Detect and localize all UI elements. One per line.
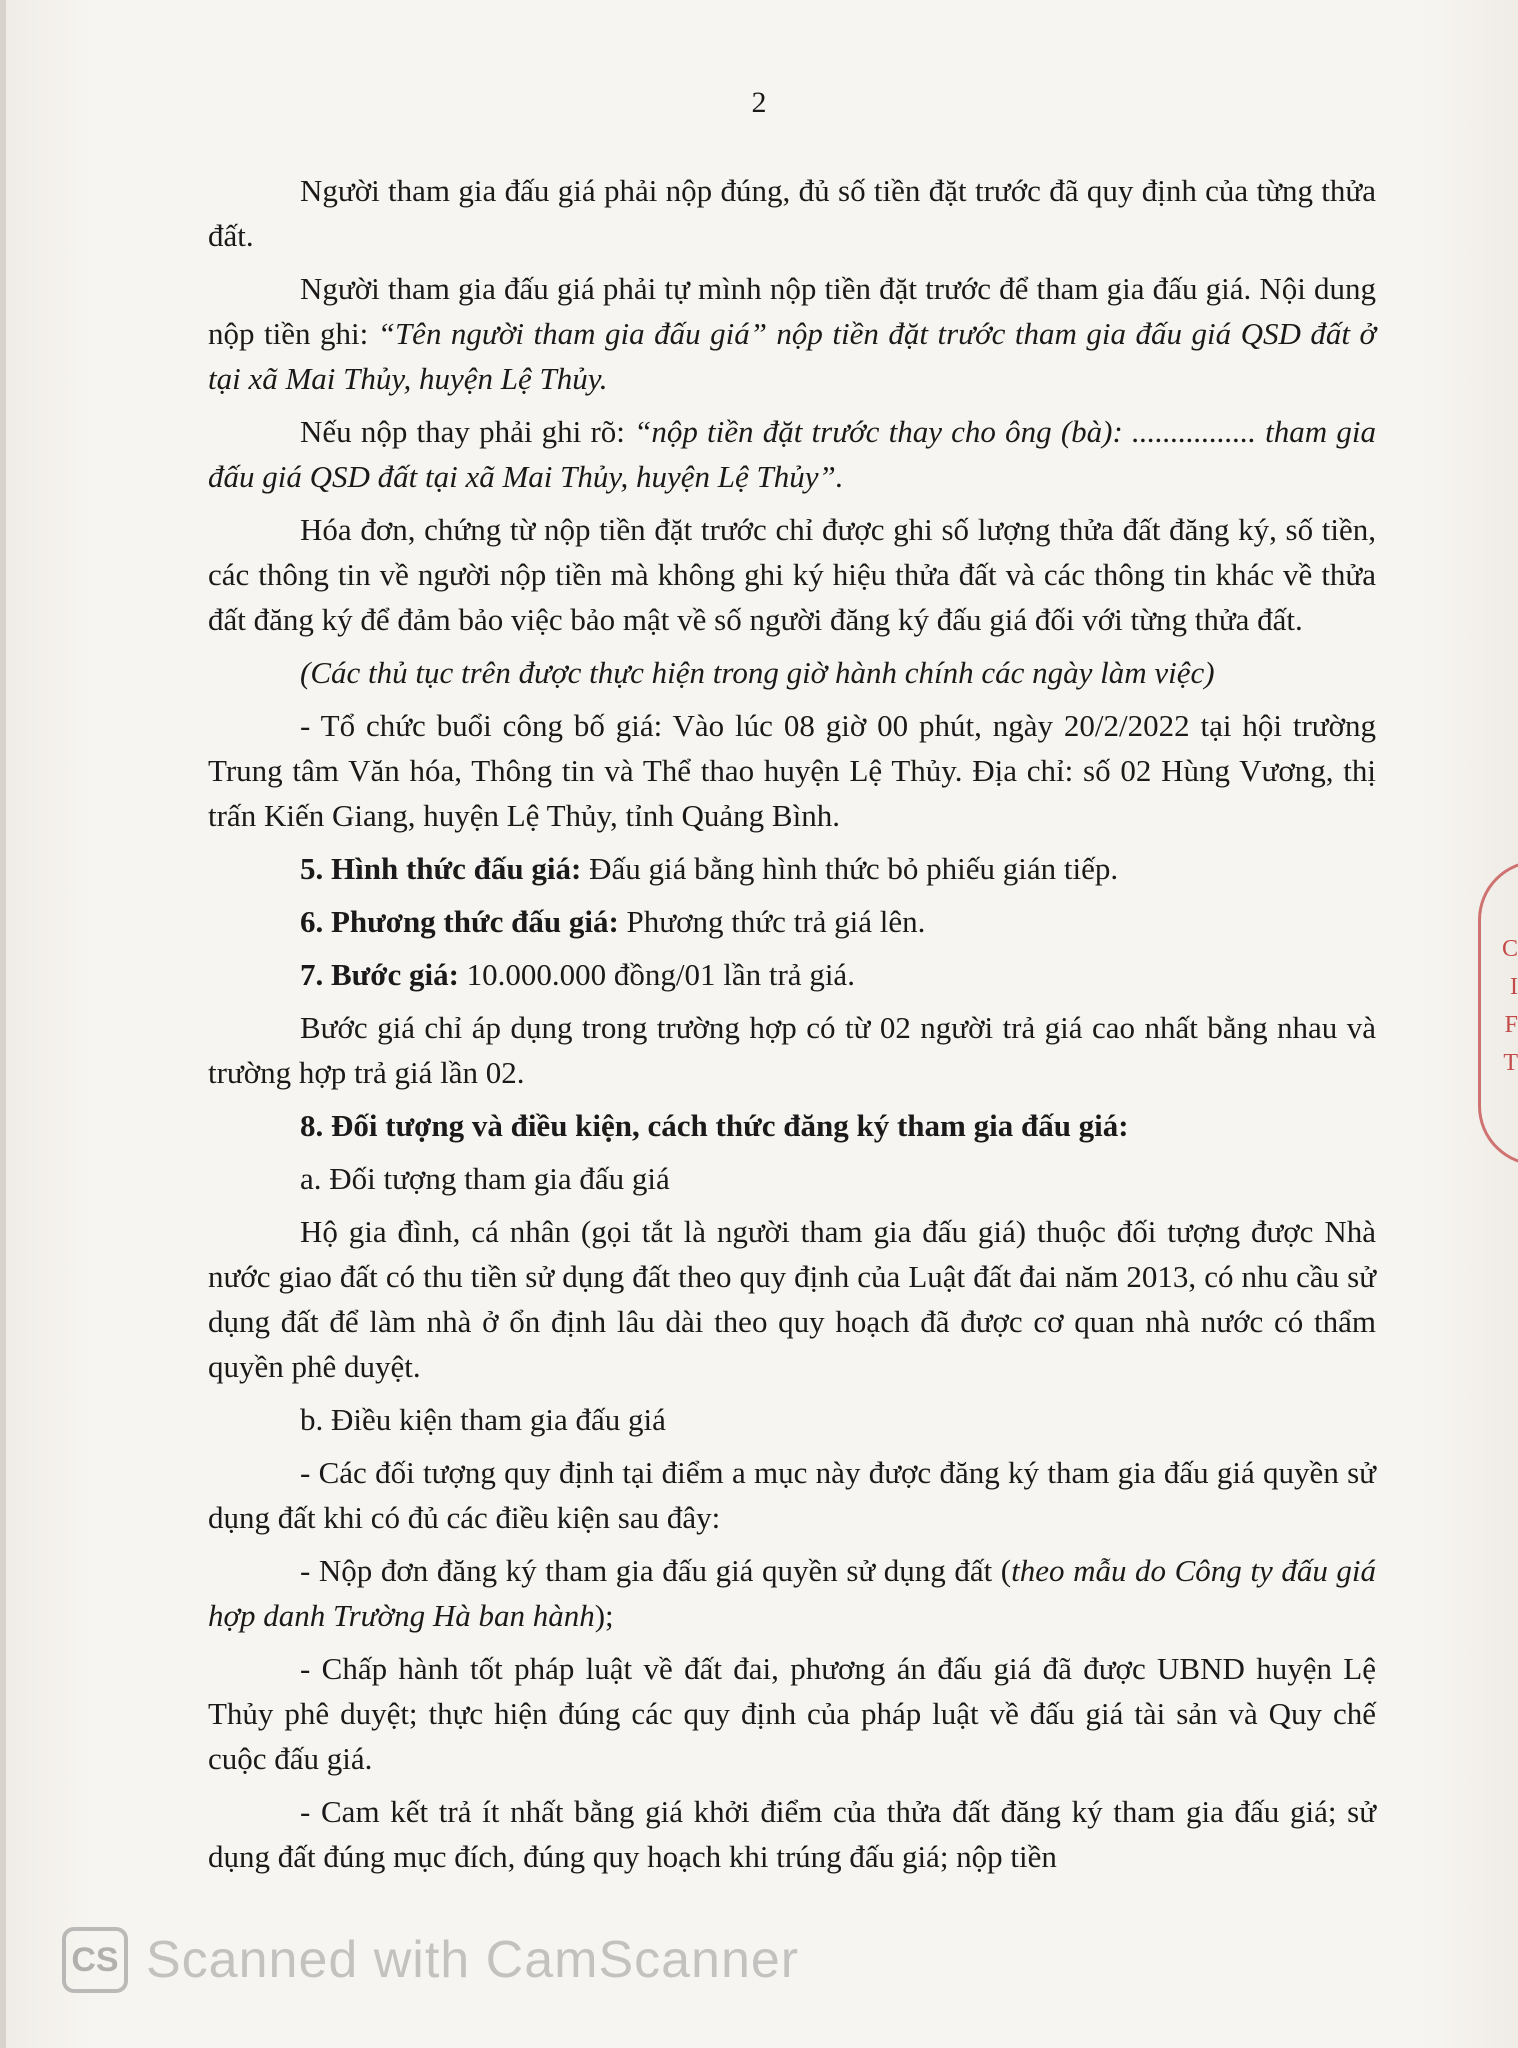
section-heading: 8. Đối tượng và điều kiện, cách thức đăng ký tham gia đấu giá:: [300, 1108, 1129, 1143]
paragraph: Hộ gia đình, cá nhân (gọi tắt là người tham gia đấu giá) thuộc đối tượng được Nhà nước giao đất có thu tiền sử dụng đất theo quy định của Luật đất đai năm 2013, có nhu cầu sử dụng đất để làm nhà ở ổn định lâu dài theo quy hoạch đã được cơ quan nhà nước có thẩm quyền phê duyệt.: [208, 1214, 1376, 1384]
subheading: b. Điều kiện tham gia đấu giá: [300, 1402, 666, 1437]
paragraph: - Tổ chức buổi công bố giá: Vào lúc 08 giờ 00 phút, ngày 20/2/2022 tại hội trường Trung tâm Văn hóa, Thông tin và Thể thao huyện Lệ Thủy. Địa chỉ: số 02 Hùng Vương, thị trấn Kiến Giang, huyện Lệ Thủy, tỉnh Quảng Bình.: [208, 708, 1376, 833]
watermark-text: Scanned with CamScanner: [146, 1931, 800, 1989]
paragraph: - Nộp đơn đăng ký tham gia đấu giá quyền sử dụng đất (theo mẫu do Công ty đấu giá hợp danh Trường Hà ban hành);: [208, 1553, 1377, 1633]
paragraph: - Cam kết trả ít nhất bằng giá khởi điểm của thửa đất đăng ký tham gia đấu giá; sử dụng đất đúng mục đích, đúng quy hoạch khi trúng đấu giá; nộp tiền: [208, 1794, 1376, 1874]
document-body: [208, 168, 1376, 1887]
paragraph: (Các thủ tục trên được thực hiện trong giờ hành chính các ngày làm việc): [300, 655, 1215, 690]
paragraph: Nếu nộp thay phải ghi rõ: “nộp tiền đặt trước thay cho ông (bà): ................ tham gia đấu giá QSD đất tại xã Mai Thủy, huyện Lệ Thủy”.: [208, 414, 1376, 494]
paragraph: - Các đối tượng quy định tại điểm a mục này được đăng ký tham gia đấu giá quyền sử dụng đất khi có đủ các điều kiện sau đây:: [208, 1455, 1376, 1535]
paragraph: - Chấp hành tốt pháp luật về đất đai, phương án đấu giá đã được UBND huyện Lệ Thủy phê duyệt; thực hiện đúng các quy định của pháp luật về đấu giá tài sản và Quy chế cuộc đấu giá.: [208, 1651, 1376, 1776]
paragraph: Người tham gia đấu giá phải tự mình nộp tiền đặt trước để tham gia đấu giá. Nội dung nộp tiền ghi: “Tên người tham gia đấu giá” nộp tiền đặt trước tham gia đấu giá QSD đất ở tại xã Mai Thủy, huyện Lệ Thủy.: [208, 271, 1376, 396]
paragraph: Hóa đơn, chứng từ nộp tiền đặt trước chỉ được ghi số lượng thửa đất đăng ký, số tiền, các thông tin về người nộp tiền mà không ghi ký hiệu thửa đất và các thông tin khác về thửa đất đăng ký để đảm bảo việc bảo mật về số người đăng ký đấu giá đối với từng thửa đất.: [208, 512, 1376, 637]
subheading: a. Đối tượng tham gia đấu giá: [300, 1161, 670, 1196]
stamp-text: C I F T: [1501, 936, 1518, 1076]
section-heading: 5. Hình thức đấu giá: Đấu giá bằng hình thức bỏ phiếu gián tiếp.: [300, 851, 1119, 886]
paragraph: Bước giá chỉ áp dụng trong trường hợp có từ 02 người trả giá cao nhất bằng nhau và trường hợp trả giá lần 02.: [208, 1010, 1376, 1090]
camscanner-watermark: [62, 1925, 799, 1995]
page-edge: [0, 0, 6, 2048]
paragraph: Người tham gia đấu giá phải nộp đúng, đủ số tiền đặt trước đã quy định của từng thửa đất.: [208, 173, 1376, 253]
camscanner-logo-icon: CS: [62, 1927, 128, 1993]
page-number: 2: [751, 86, 767, 119]
section-heading: 6. Phương thức đấu giá: Phương thức trả giá lên.: [300, 904, 926, 939]
section-heading: 7. Bước giá: 10.000.000 đồng/01 lần trả giá.: [300, 957, 855, 992]
